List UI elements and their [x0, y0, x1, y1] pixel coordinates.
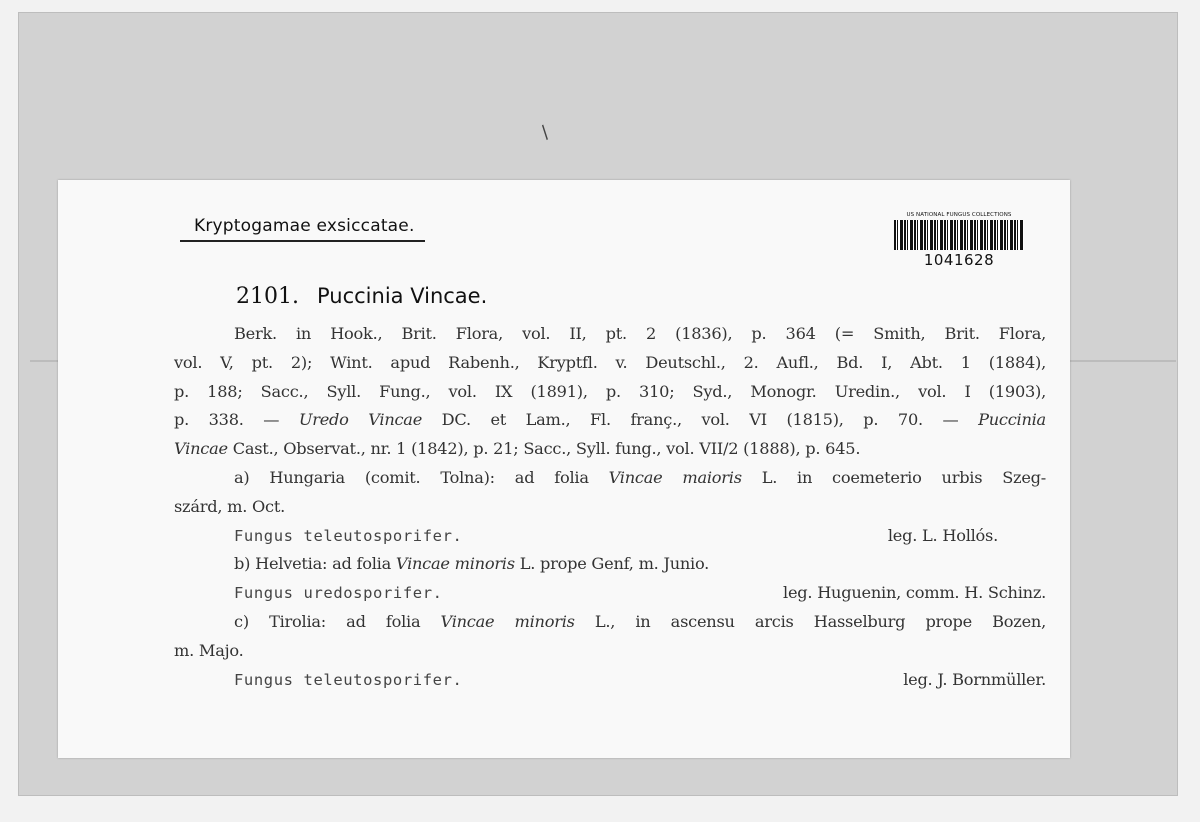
barcode-bars — [894, 220, 1024, 250]
collection-stage-row — [174, 579, 1046, 608]
species-name: Puccinia Vincae. — [316, 284, 488, 308]
synonymy-text: Cast., Observat., nr. 1 (1842), p. 21; Sacc., Syll. fung., vol. VII/2 (1888), p. 645. — [232, 439, 861, 459]
collector: leg. J. Bornmüller. — [903, 669, 1046, 689]
barcode-sticker — [890, 212, 1028, 280]
locality-text: b) Helvetia: ad folia — [234, 554, 392, 574]
spore-stage: Fungus teleutosporifer. — [234, 526, 463, 545]
label-body — [174, 320, 1046, 694]
synonymy-text: DC. et Lam., Fl. franç., vol. VI (1815), p. 70. — — [441, 410, 959, 430]
synonymy-line: Berk. in Hook., Brit. Flora, vol. II, pt. 2 (1836), p. 364 (= Smith, Brit. Flora, — [234, 324, 1046, 343]
packet-mark: / — [536, 122, 554, 143]
synonymy-line — [174, 406, 1046, 435]
collection-stage-row — [174, 522, 1046, 551]
series-title: Kryptogamae exsiccatae. — [180, 216, 425, 242]
synonymy-line — [174, 435, 1046, 464]
collection-locality — [174, 608, 1046, 637]
herbarium-label — [58, 180, 1070, 758]
host-name: Vincae minoris — [440, 611, 575, 631]
locality-text: L., in ascensu arcis Hasselburg prope Bozen, — [594, 611, 1046, 631]
collection-locality-cont: m. Majo. — [174, 640, 244, 660]
spore-stage: Fungus teleutosporifer. — [234, 670, 463, 689]
collection-stage-row — [174, 666, 1046, 695]
collector: leg. Huguenin, comm. H. Schinz. — [783, 583, 1046, 603]
collection-locality-cont: szárd, m. Oct. — [174, 496, 286, 516]
synonym-name: Uredo Vincae — [298, 410, 423, 430]
collector: leg. L. Hollós. — [887, 525, 998, 545]
exsiccata-number: 2101. — [236, 284, 299, 309]
collection-locality — [174, 550, 1046, 579]
synonymy-line: p. 188; Sacc., Syll. Fung., vol. IX (1891), p. 310; Syd., Monogr. Uredin., vol. I (1903), — [174, 381, 1046, 401]
locality-text: L. prope Genf, m. Junio. — [519, 554, 710, 574]
host-name: Vincae minoris — [395, 554, 515, 574]
locality-text: a) Hungaria (comit. Tolna): ad folia — [234, 467, 589, 487]
locality-text: L. in coemeterio urbis Szeg- — [761, 467, 1046, 487]
species-heading — [236, 284, 487, 309]
synonymy-line: vol. V, pt. 2); Wint. apud Rabenh., Kryptfl. v. Deutschl., 2. Aufl., Bd. I, Abt. 1 (1884), — [174, 352, 1046, 372]
locality-text: c) Tirolia: ad folia — [234, 611, 421, 631]
synonymy-text: p. 338. — — [174, 410, 280, 430]
collection-locality — [174, 464, 1046, 493]
spore-stage: Fungus uredosporifer. — [234, 584, 443, 603]
host-name: Vincae maioris — [608, 467, 742, 487]
synonym-name: Vincae — [174, 439, 228, 459]
barcode-institution: US NATIONAL FUNGUS COLLECTIONS — [906, 212, 1012, 218]
barcode-number: 1041628 — [923, 251, 995, 269]
synonym-name: Puccinia — [978, 410, 1046, 430]
